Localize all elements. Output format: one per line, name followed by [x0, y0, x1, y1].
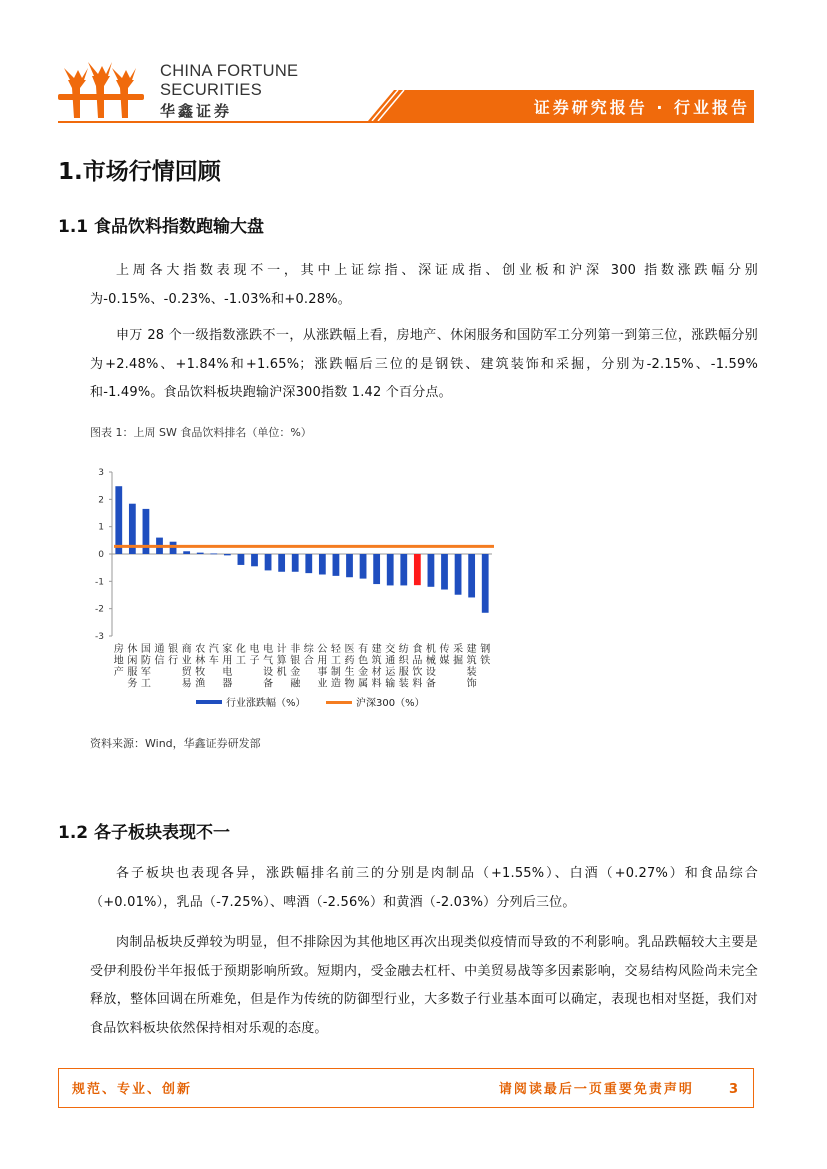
page-number: 3 — [728, 1082, 740, 1097]
y-tick-label: 2 — [98, 495, 104, 506]
bar — [210, 553, 217, 554]
bar — [224, 554, 231, 555]
bar — [414, 554, 421, 585]
bar — [360, 554, 367, 579]
x-category-label: 银行 — [168, 644, 179, 667]
x-category-label: 建筑装饰 — [466, 644, 477, 690]
x-category-label: 化工 — [235, 644, 246, 667]
subsection-title-1-1: 1.1 食品饮料指数跑输大盘 — [58, 217, 265, 237]
legend-label-hs300: 沪深300（%） — [356, 698, 425, 709]
x-category-label: 采掘 — [453, 644, 464, 667]
x-category-label: 传媒 — [439, 644, 450, 667]
bar — [428, 554, 435, 587]
bar-chart — [86, 462, 506, 717]
bar — [183, 551, 190, 554]
paragraph: 上周各大指数表现不一，其中上证综指、深证成指、创业板和沪深 300 指数涨跌幅分别为-0.15%、-0.23%、-1.03%和+0.28%。 — [90, 263, 758, 307]
header-divider — [58, 121, 754, 123]
x-category-label: 计算机 — [276, 644, 287, 678]
y-tick-label: 1 — [98, 522, 104, 533]
bar — [251, 554, 258, 566]
bar — [400, 554, 407, 585]
paragraph: 肉制品板块反弹较为明显，但不排除因为其他地区再次出现类似疫情而导致的不利影响。乳品跌幅较大主要是受伊利股份半年报低于预期影响所致。短期内，受金融去杠杆、中美贸易战等多因素影响，交易结构风险尚未完全释放，整体回调在所难免，但是作为传统的防御型行业，大多数子行业基本面可以确定，表现也相对坚挺，我们对食品饮料板块依然保持相对乐观的态度。 — [90, 935, 758, 1036]
x-category-label: 食品饮料 — [412, 644, 423, 690]
bar — [468, 554, 475, 597]
y-tick-label: -2 — [95, 604, 104, 615]
x-category-label: 通信 — [154, 644, 165, 667]
legend-swatch-industry — [196, 700, 222, 704]
company-logo — [58, 58, 148, 122]
bar — [170, 542, 177, 554]
bar — [278, 554, 285, 572]
bar — [265, 554, 272, 570]
section-title: 1.市场行情回顾 — [58, 159, 221, 185]
x-category-label: 农林牧渔 — [195, 644, 206, 690]
x-category-label: 医药生物 — [344, 644, 355, 690]
paragraph: 申万 28 个一级指数涨跌不一，从涨跌幅上看，房地产、休闲服务和国防军工分列第一到第三位，涨跌幅分别为+2.48%、+1.84%和+1.65%；涨跌幅后三位的是钢铁、建筑装饰和采掘，分别为-2.15%、-1.59%和-1.49%。食品饮料板块跑输沪深300指数 1.42 个百分点。 — [90, 328, 758, 400]
x-category-label: 公用事业 — [317, 644, 328, 690]
footer-slogan: 规范、专业、创新 — [72, 1082, 193, 1097]
bar — [333, 554, 340, 576]
x-category-label: 非银金融 — [290, 644, 301, 690]
bar — [373, 554, 380, 584]
x-category-label: 家用电器 — [222, 644, 233, 690]
x-category-label: 商业贸易 — [181, 644, 192, 690]
report-type-label: 证券研究报告 · 行业报告 — [533, 98, 750, 117]
y-tick-label: -3 — [95, 632, 104, 642]
y-tick-label: -1 — [95, 577, 104, 588]
x-category-label: 房地产 — [113, 644, 124, 678]
x-category-label: 休闲服务 — [127, 644, 138, 690]
bar — [482, 554, 489, 613]
paragraph: 各子板块也表现各异，涨跌幅排名前三的分别是肉制品（+1.55%）、白酒（+0.27%）和食品综合（+0.01%），乳品（-7.25%）、啤酒（-2.56%）和黄酒（-2.03%）分列后三位。 — [90, 866, 758, 910]
x-category-label: 交通运输 — [385, 644, 396, 690]
legend-swatch-hs300 — [326, 701, 352, 704]
x-category-label: 汽车 — [208, 644, 219, 667]
footer-disclaimer — [470, 1078, 740, 1097]
bar — [441, 554, 448, 590]
x-category-label: 电气设备 — [263, 644, 274, 690]
x-category-label: 机械设备 — [425, 644, 436, 690]
y-tick-label: 0 — [98, 550, 104, 560]
subsection-title-1-2: 1.2 各子板块表现不一 — [58, 823, 231, 843]
x-category-label: 钢铁 — [480, 644, 491, 667]
x-category-label: 轻工制造 — [330, 644, 341, 690]
x-category-label: 国防军工 — [140, 644, 151, 690]
bar — [346, 554, 353, 577]
bar — [319, 554, 326, 575]
figure-source: 资料来源：Wind，华鑫证券研发部 — [90, 737, 261, 750]
brand-name-en-line1: CHINA FORTUNE — [160, 62, 299, 80]
bar — [305, 554, 312, 573]
bar — [292, 554, 299, 572]
x-category-label: 电子 — [249, 644, 260, 667]
brand-name-en-line2: SECURITIES — [160, 81, 263, 99]
brand-name-cn: 华鑫证券 — [160, 102, 233, 120]
bar — [455, 554, 462, 595]
x-category-label: 综合 — [303, 644, 314, 667]
bar — [238, 554, 245, 565]
bar — [387, 554, 394, 585]
x-category-label: 有色金属 — [358, 644, 369, 690]
disclaimer-link[interactable]: 请阅读最后一页重要免责声明 — [498, 1082, 694, 1097]
figure-caption: 图表 1：上周 SW 食品饮料排名（单位：%） — [90, 426, 312, 439]
x-category-label: 纺织服装 — [398, 644, 409, 690]
y-tick-label: 3 — [98, 468, 104, 478]
bar — [197, 553, 204, 554]
bar — [115, 486, 122, 554]
legend-label-industry: 行业涨跌幅（%） — [226, 698, 306, 709]
x-category-label: 建筑材料 — [371, 644, 382, 690]
